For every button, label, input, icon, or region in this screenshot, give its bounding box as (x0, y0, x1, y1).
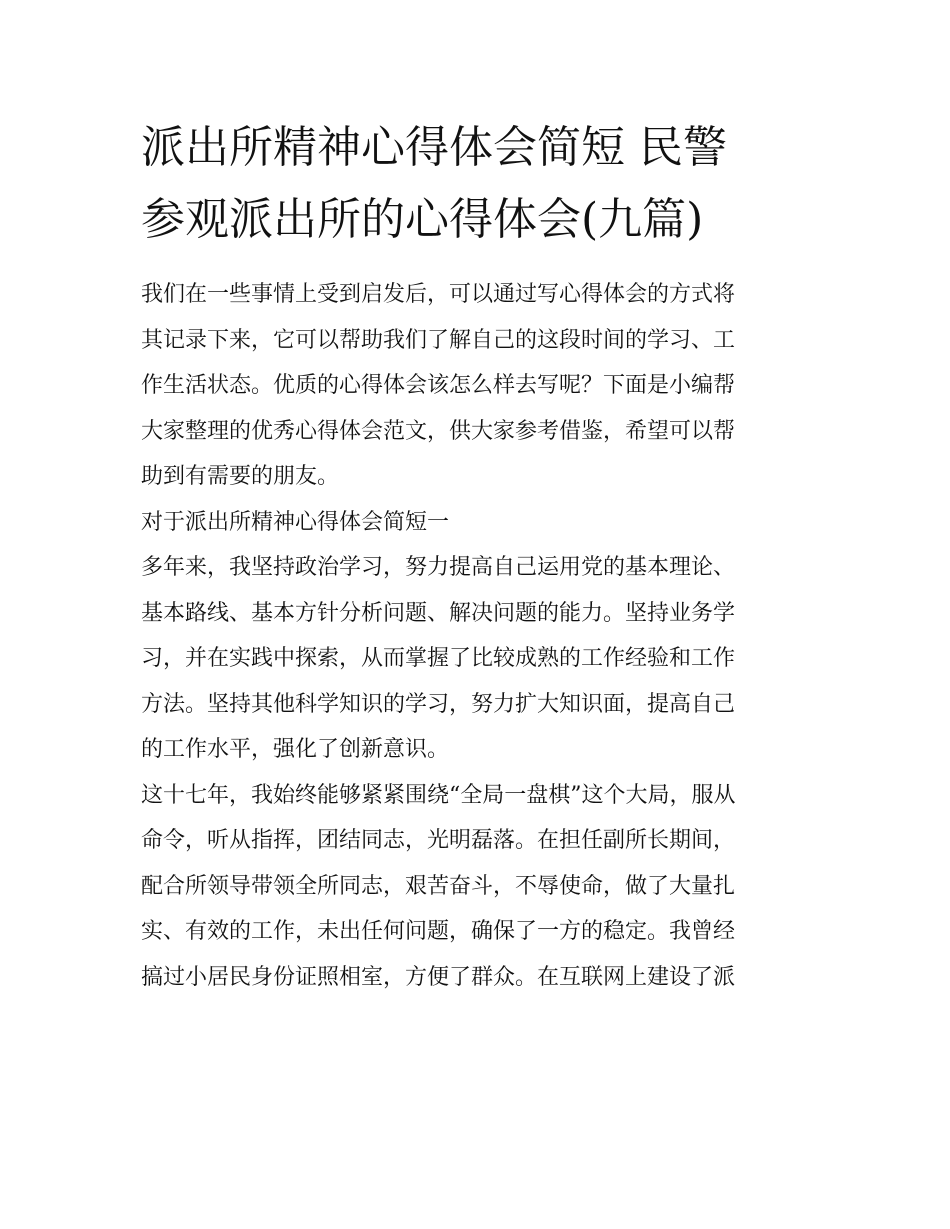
text-line: 搞过小居民身份证照相室，方便了群众。在互联网上建设了派 (141, 964, 736, 990)
text-line: 基本路线、基本方针分析问题、解决问题的能力。坚持业务学 (141, 600, 736, 626)
document-title (141, 112, 813, 256)
text-line: 作生活状态。优质的心得体会该怎么样去写呢？下面是小编帮 (141, 373, 736, 398)
text-line: 配合所领导带领全所同志，艰苦奋斗，不辱使命，做了大量扎 (141, 873, 736, 899)
text-line: 这十七年，我始终能够紧紧围绕“全局一盘棋”这个大局，服从 (141, 782, 736, 808)
text-line: 的工作水平，强化了创新意识。 (141, 737, 450, 762)
text-line: 多年来，我坚持政治学习，努力提高自己运用党的基本理论、 (141, 555, 736, 580)
body-paragraph (141, 773, 813, 1001)
section-heading (141, 500, 813, 546)
body-paragraph (141, 545, 813, 773)
title-line: 派出所精神心得体会简短 民警 (141, 122, 727, 173)
text-line: 习，并在实践中探索，从而掌握了比较成熟的工作经验和工作 (141, 646, 736, 671)
text-line: 助到有需要的朋友。 (141, 464, 340, 489)
intro-paragraph (141, 272, 813, 500)
document-content (141, 112, 813, 1000)
document-body (141, 272, 813, 1000)
title-line: 参观派出所的心得体会(九篇) (141, 194, 704, 245)
text-line: 对于派出所精神心得体会简短一 (141, 509, 450, 535)
text-line: 大家整理的优秀心得体会范文，供大家参考借鉴，希望可以帮 (141, 418, 736, 444)
text-line: 我们在一些事情上受到启发后，可以通过写心得体会的方式将 (141, 282, 736, 307)
text-line: 实、有效的工作，未出任何问题，确保了一方的稳定。我曾经 (141, 919, 736, 944)
text-line: 其记录下来，它可以帮助我们了解自己的这段时间的学习、工 (141, 327, 736, 353)
text-line: 命令，听从指挥，团结同志，光明磊落。在担任副所长期间， (141, 828, 736, 853)
text-line: 方法。坚持其他科学知识的学习，努力扩大知识面，提高自己 (141, 691, 736, 717)
